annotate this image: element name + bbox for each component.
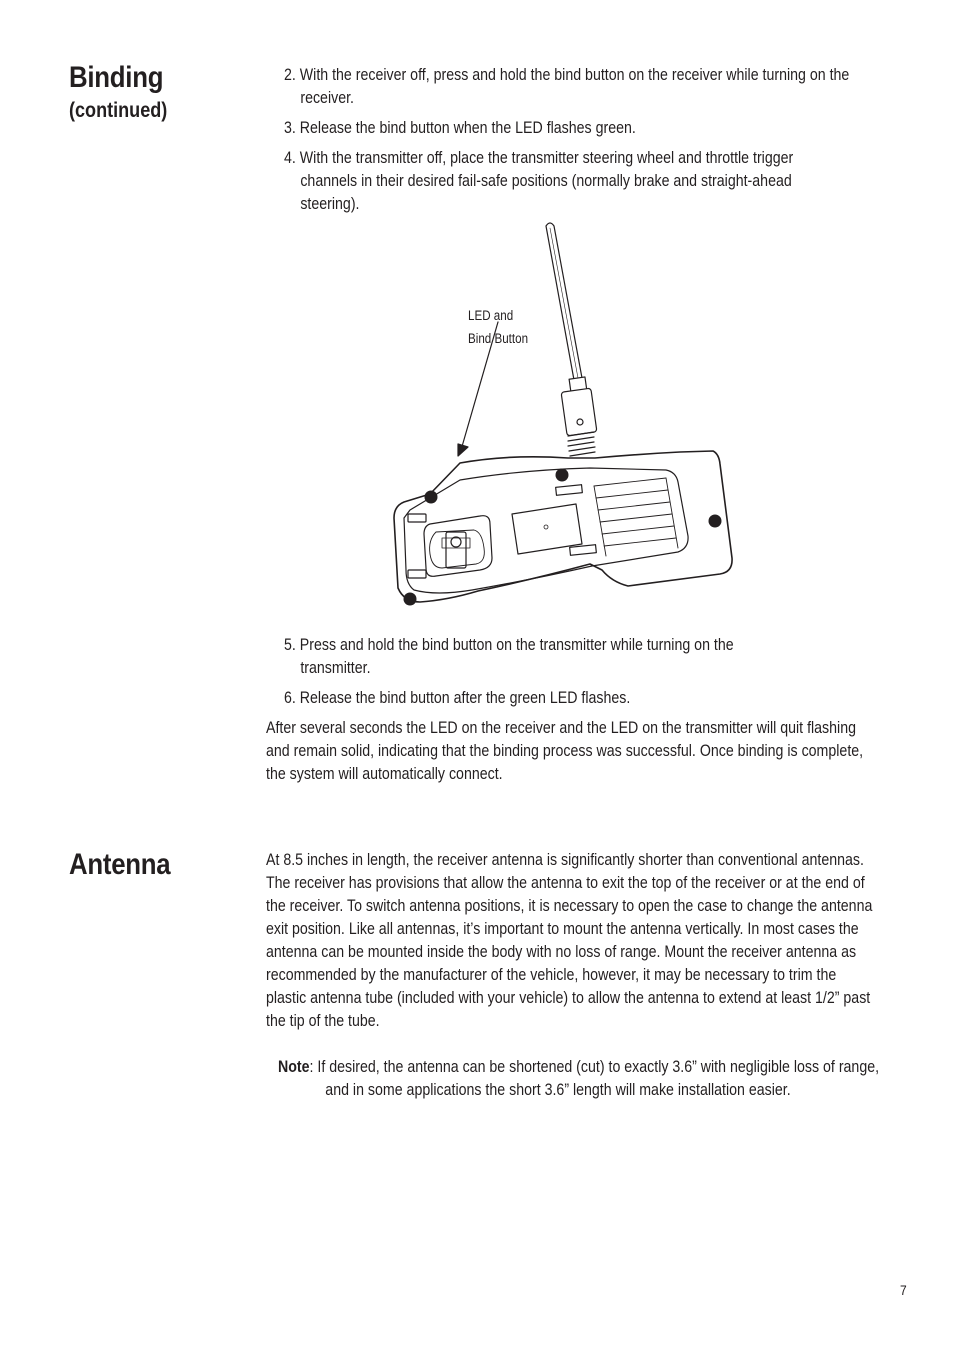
note-text: : If desired, the antenna can be shortened (cut) to exactly 3.6” with negligible loss of range, and in some applications the short 3.6” length will make installation easier. bbox=[309, 1058, 880, 1099]
note-label: Note bbox=[278, 1058, 310, 1076]
screw-bottom-left bbox=[404, 593, 417, 606]
binding-closing-paragraph: After several seconds the LED on the receiver and the LED on the transmitter will quit flashing and remain solid, indicating that the binding process was successful. Once binding is complete, the system will automatically connect. bbox=[266, 719, 864, 783]
step-5: 5. Press and hold the bind button on the transmitter while turning on the transmitter. bbox=[284, 636, 734, 677]
callout-line-2: Bind Button bbox=[468, 331, 529, 346]
callout-line-1: LED and bbox=[468, 308, 514, 323]
step-3: 3. Release the bind button when the LED flashes green. bbox=[284, 119, 636, 137]
antenna-body bbox=[266, 849, 879, 1033]
step-4: 4. With the transmitter off, place the transmitter steering wheel and throttle trigger channels in their desired fail-safe positions (normally brake and straight-ahead steering). bbox=[284, 149, 794, 213]
page-number: 7 bbox=[900, 1282, 907, 1298]
antenna-spring bbox=[568, 432, 595, 456]
step-6: 6. Release the bind button after the green LED flashes. bbox=[284, 689, 631, 707]
note-paragraph bbox=[278, 1056, 883, 1102]
callout-arrow-line bbox=[461, 322, 498, 450]
callout-arrowhead bbox=[458, 444, 468, 456]
screw-top-center bbox=[556, 469, 569, 482]
screw-top-left bbox=[425, 491, 438, 504]
receiver-illustration bbox=[380, 218, 760, 613]
step-2: 2. With the receiver off, press and hold the bind button on the receiver while turning on the receiver. bbox=[284, 66, 850, 107]
antenna-connector bbox=[561, 388, 597, 436]
binding-steps-bottom bbox=[284, 634, 766, 717]
binding-heading: Binding bbox=[69, 61, 164, 94]
antenna-note bbox=[278, 1056, 883, 1102]
screw-right bbox=[709, 515, 722, 528]
antenna-heading: Antenna bbox=[69, 848, 171, 881]
antenna-paragraph: At 8.5 inches in length, the receiver antenna is significantly shorter than conventional antennas. The receiver has provisions that allow the antenna to exit the top of the receiver or at the end of the receiver. To switch antenna positions, it is necessary to open the case to change the antenna exit position. Like all antennas, it’s important to mount the antenna vertically. In most cases the antenna can be mounted inside the body with no loss of range. Mount the receiver antenna as recommended by the manufacturer of the vehicle, however, it may be necessary to trim the plastic antenna tube (included with your vehicle) to allow the antenna to extend at least 1/2” past the tip of the tube. bbox=[266, 851, 873, 1030]
binding-closing bbox=[266, 717, 879, 786]
binding-subheading: (continued) bbox=[69, 99, 168, 122]
binding-steps-top bbox=[284, 64, 877, 223]
